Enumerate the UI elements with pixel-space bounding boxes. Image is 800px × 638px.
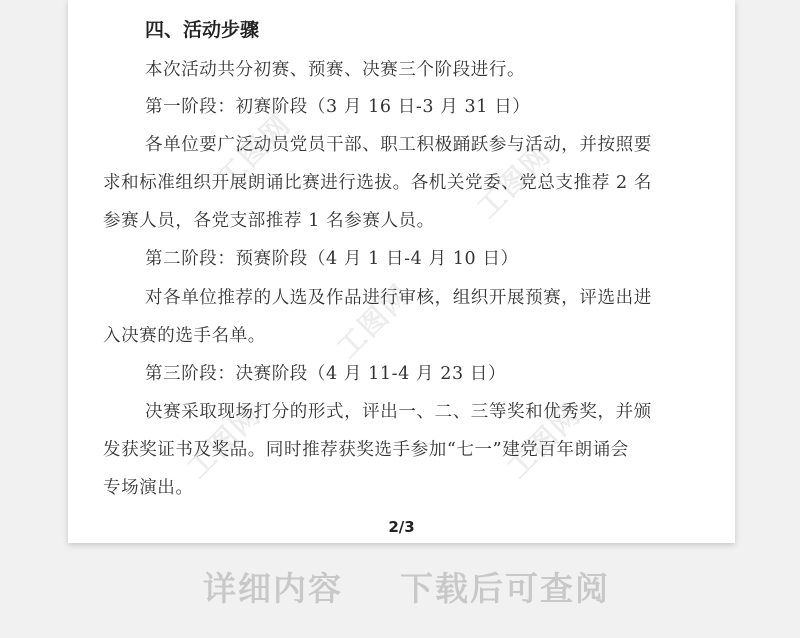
paragraph-line: 参赛人员，各党支部推荐 1 名参赛人员。	[103, 211, 435, 231]
watermark: 工图网	[500, 397, 588, 485]
section-heading: 四、活动步骤	[145, 19, 260, 41]
document-page	[68, 0, 735, 543]
paragraph-line: 专场演出。	[103, 478, 194, 498]
page-number: 2/3	[388, 518, 415, 536]
footer-details-text: 详细内容	[203, 569, 343, 608]
paragraph-line: 第二阶段：预赛阶段（4 月 1 日-4 月 10 日）	[145, 249, 519, 269]
watermark: 工图网	[330, 277, 418, 365]
paragraph-line: 入决赛的选手名单。	[103, 326, 266, 346]
paragraph-line: 求和标准组织开展朗诵比赛进行选拔。各机关党委、党总支推荐 2 名	[103, 173, 652, 193]
paragraph-line: 本次活动共分初赛、预赛、决赛三个阶段进行。	[145, 60, 526, 80]
watermark: 工图网	[180, 397, 268, 485]
watermark: 工图网	[210, 107, 298, 195]
paragraph-line: 第一阶段：初赛阶段（3 月 16 日-3 月 31 日）	[145, 97, 531, 117]
paragraph-line: 对各单位推荐的人选及作品进行审核，组织开展预赛，评选出进	[145, 288, 652, 308]
paragraph-line: 发获奖证书及奖品。同时推荐获奖选手参加“七一”建党百年朗诵会	[103, 440, 629, 460]
paragraph-line: 决赛采取现场打分的形式，评出一、二、三等奖和优秀奖，并颁	[145, 402, 652, 422]
watermark: 工图网	[470, 137, 558, 225]
paragraph-line: 第三阶段：决赛阶段（4 月 11-4 月 23 日）	[145, 364, 507, 384]
paragraph-line: 各单位要广泛动员党员干部、职工积极踊跃参与活动，并按照要	[145, 135, 652, 155]
footer-download-text: 下载后可查阅	[400, 569, 610, 608]
